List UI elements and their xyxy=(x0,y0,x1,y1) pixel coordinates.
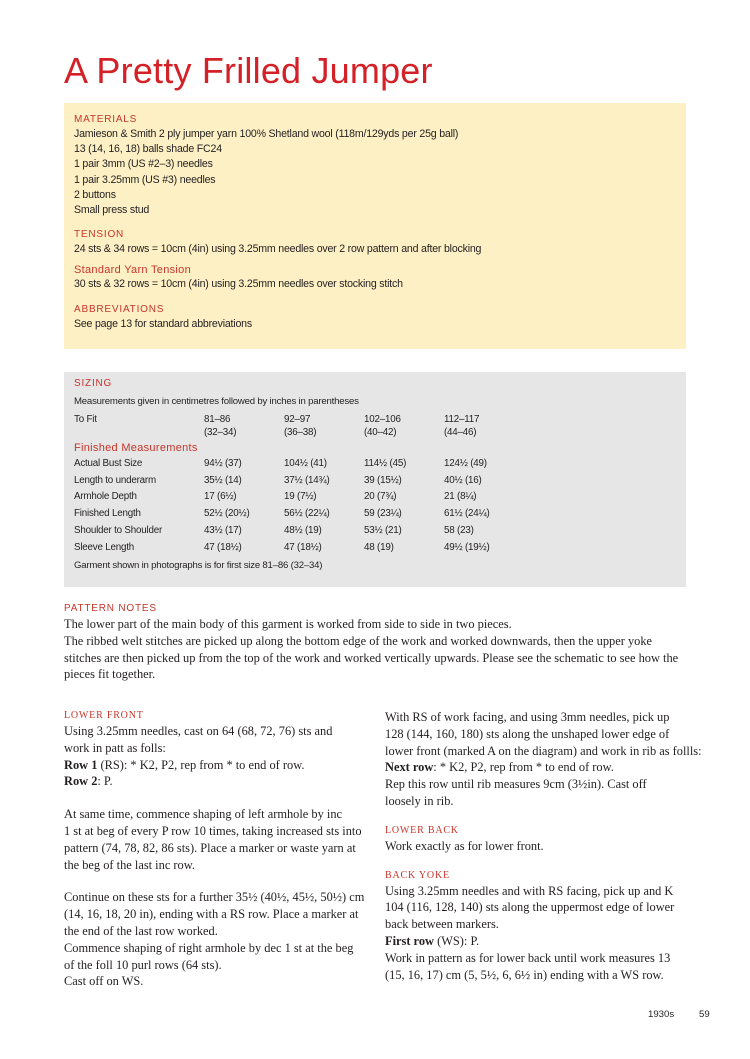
materials-box xyxy=(64,103,686,349)
materials-line: 2 buttons xyxy=(74,188,116,201)
pattern-notes xyxy=(64,602,694,683)
text-line: back between markers. xyxy=(385,917,499,932)
row-label: Finished Length xyxy=(74,508,141,520)
size-cell: 124½ (49) xyxy=(444,457,487,469)
next-row-label: Next row xyxy=(385,760,434,775)
text-line: With RS of work facing, and using 3mm needles, pick up xyxy=(385,710,670,724)
row-label: Shoulder to Shoulder xyxy=(74,524,163,536)
table-row xyxy=(74,525,524,542)
materials-line: 1 pair 3.25mm (US #3) needles xyxy=(74,173,216,186)
row-label: Length to underarm xyxy=(74,474,156,486)
pattern-notes-line: pieces fit together. xyxy=(64,667,156,682)
size-cell: 59 (23¼) xyxy=(364,508,402,520)
size-cell: 53½ (21) xyxy=(364,524,402,536)
abbreviations-heading: ABBREVIATIONS xyxy=(74,303,165,315)
row-label: Sleeve Length xyxy=(74,541,135,553)
finished-measurements-heading: Finished Measurements xyxy=(74,442,198,454)
page-number: 59 xyxy=(699,1009,710,1020)
row-2-instruction: Row 2: P. xyxy=(64,774,113,789)
standard-tension-heading: Standard Yarn Tension xyxy=(74,264,191,277)
size-cell: 58 (23) xyxy=(444,524,474,536)
table-row xyxy=(74,542,524,559)
pattern-notes-line: The lower part of the main body of this garment is worked from side to side in two pieces. xyxy=(64,617,512,631)
size-cell: 52½ (20½) xyxy=(204,508,250,520)
text-line: 128 (144, 160, 180) sts along the unshaped lower edge of xyxy=(385,726,670,741)
text-line: pattern (74, 78, 82, 86 sts). Place a marker or waste yarn at xyxy=(64,840,356,855)
size-cell: 61½ (24¼) xyxy=(444,508,490,520)
size-cell: 39 (15½) xyxy=(364,474,402,486)
size-cell: 104½ (41) xyxy=(284,457,327,469)
table-row xyxy=(74,458,524,475)
text-line: Work exactly as for lower front. xyxy=(385,838,544,853)
text-line: loosely in rib. xyxy=(385,793,454,808)
size-cell: 81–86 (32–34) xyxy=(204,414,237,438)
row-label: Actual Bust Size xyxy=(74,457,143,469)
sizing-heading: SIZING xyxy=(74,378,113,389)
row-2-label: Row 2 xyxy=(64,774,98,789)
sizing-footer-note: Garment shown in photographs is for first size 81–86 (32–34) xyxy=(74,559,323,571)
size-cell: 19 (7½) xyxy=(284,491,317,503)
text-line: Commence shaping of right armhole by dec 1 st at the beg xyxy=(64,940,354,955)
first-row-label: First row xyxy=(385,933,434,948)
size-cell: 102–106 (40–42) xyxy=(364,414,401,438)
row-label: Armhole Depth xyxy=(74,491,137,503)
text-line: work in patt as folls: xyxy=(64,740,166,755)
text-line: the beg of the last inc row. xyxy=(64,857,195,872)
size-cell: 114½ (45) xyxy=(364,457,407,469)
lower-front-heading: LOWER FRONT xyxy=(64,710,144,721)
table-row xyxy=(74,475,524,492)
first-row-instruction: First row (WS): P. xyxy=(385,933,480,948)
materials-heading: MATERIALS xyxy=(74,114,138,125)
text-line: Using 3.25mm needles and with RS facing, pick up and K xyxy=(385,883,674,898)
back-yoke-heading: BACK YOKE xyxy=(385,869,450,881)
size-cell: 47 (18½) xyxy=(204,541,242,553)
size-cell: 43½ (17) xyxy=(204,524,242,536)
text-line: (15, 16, 17) cm (5, 5½, 6, 6½ in) ending with a WS row. xyxy=(385,967,664,982)
tension-text: 24 sts & 34 rows = 10cm (4in) using 3.25mm needles over 2 row pattern and after blocking xyxy=(74,243,482,256)
left-column xyxy=(64,709,364,990)
size-cell: 48½ (19) xyxy=(284,524,322,536)
row-label: To Fit xyxy=(74,414,97,425)
pattern-notes-line: The ribbed welt stitches are picked up along the bottom edge of the work and worked downwards, then the upper yoke xyxy=(64,633,653,648)
lower-back-heading: LOWER BACK xyxy=(385,824,459,836)
materials-line: 13 (14, 16, 18) balls shade FC24 xyxy=(74,143,222,156)
size-cell: 48 (19) xyxy=(364,541,394,553)
tension-heading: TENSION xyxy=(74,229,125,241)
abbreviations-text: See page 13 for standard abbreviations xyxy=(74,317,252,330)
size-cell: 35½ (14) xyxy=(204,474,242,486)
row-1-instruction: Row 1 (RS): * K2, P2, rep from * to end of row. xyxy=(64,757,305,772)
size-cell: 94½ (37) xyxy=(204,457,242,469)
text-line: 104 (116, 128, 140) sts along the uppermost edge of lower xyxy=(385,900,675,915)
row-1-label: Row 1 xyxy=(64,757,98,772)
size-cell: 49½ (19½) xyxy=(444,541,490,553)
size-cell: 17 (6½) xyxy=(204,491,237,503)
sizing-note: Measurements given in centimetres followed by inches in parentheses xyxy=(74,396,359,407)
table-row xyxy=(74,491,524,508)
right-column xyxy=(385,709,702,983)
size-cell: 92–97 (36–38) xyxy=(284,414,317,438)
table-row xyxy=(74,441,524,458)
size-cell: 20 (7¾) xyxy=(364,491,397,503)
materials-line: Small press stud xyxy=(74,204,150,217)
standard-tension-text: 30 sts & 32 rows = 10cm (4in) using 3.25mm needles over stocking stitch xyxy=(74,278,403,291)
text-line: lower front (marked A on the diagram) and work in rib as follls: xyxy=(385,743,702,758)
size-cell: 56½ (22¼) xyxy=(284,508,330,520)
text-line: the end of the last row worked. xyxy=(64,923,218,938)
table-row xyxy=(74,508,524,525)
size-cell: 112–117 (44–46) xyxy=(444,414,480,438)
text-line: Cast off on WS. xyxy=(64,974,144,989)
materials-line: 1 pair 3mm (US #2–3) needles xyxy=(74,158,213,171)
materials-line: Jamieson & Smith 2 ply jumper yarn 100% Shetland wool (118m/129yds per 25g ball) xyxy=(74,128,459,140)
size-cell: 47 (18½) xyxy=(284,541,322,553)
next-row-instruction: Next row: * K2, P2, rep from * to end of row. xyxy=(385,760,614,775)
pattern-notes-heading: PATTERN NOTES xyxy=(64,603,157,614)
pattern-notes-line: stitches are then picked up from the top of the work and worked vertically upwards. Please see the schematic to see how the xyxy=(64,650,679,665)
footer-section: 1930s xyxy=(648,1009,675,1020)
text-line: 1 st at beg of every P row 10 times, taking increased sts into xyxy=(64,823,362,838)
table-row xyxy=(74,413,524,441)
page-title: A Pretty Frilled Jumper xyxy=(64,50,433,91)
size-cell: 37½ (14¾) xyxy=(284,474,330,486)
text-line: Using 3.25mm needles, cast on 64 (68, 72, 76) sts and xyxy=(64,724,333,738)
size-cell: 21 (8¼) xyxy=(444,491,477,503)
text-line: Continue on these sts for a further 35½ (40½, 45½, 50½) cm xyxy=(64,890,365,905)
sizing-box xyxy=(64,372,686,587)
text-line: of the foll 10 purl rows (64 sts). xyxy=(64,957,222,972)
text-line: Work in pattern as for lower back until work measures 13 xyxy=(385,950,671,965)
text-line: At same time, commence shaping of left armhole by inc xyxy=(64,807,343,822)
text-line: (14, 16, 18, 20 in), ending with a RS row. Place a marker at xyxy=(64,907,359,922)
text-line: Rep this row until rib measures 9cm (3½in). Cast off xyxy=(385,777,647,792)
sizing-table xyxy=(74,413,524,559)
size-cell: 40½ (16) xyxy=(444,474,482,486)
